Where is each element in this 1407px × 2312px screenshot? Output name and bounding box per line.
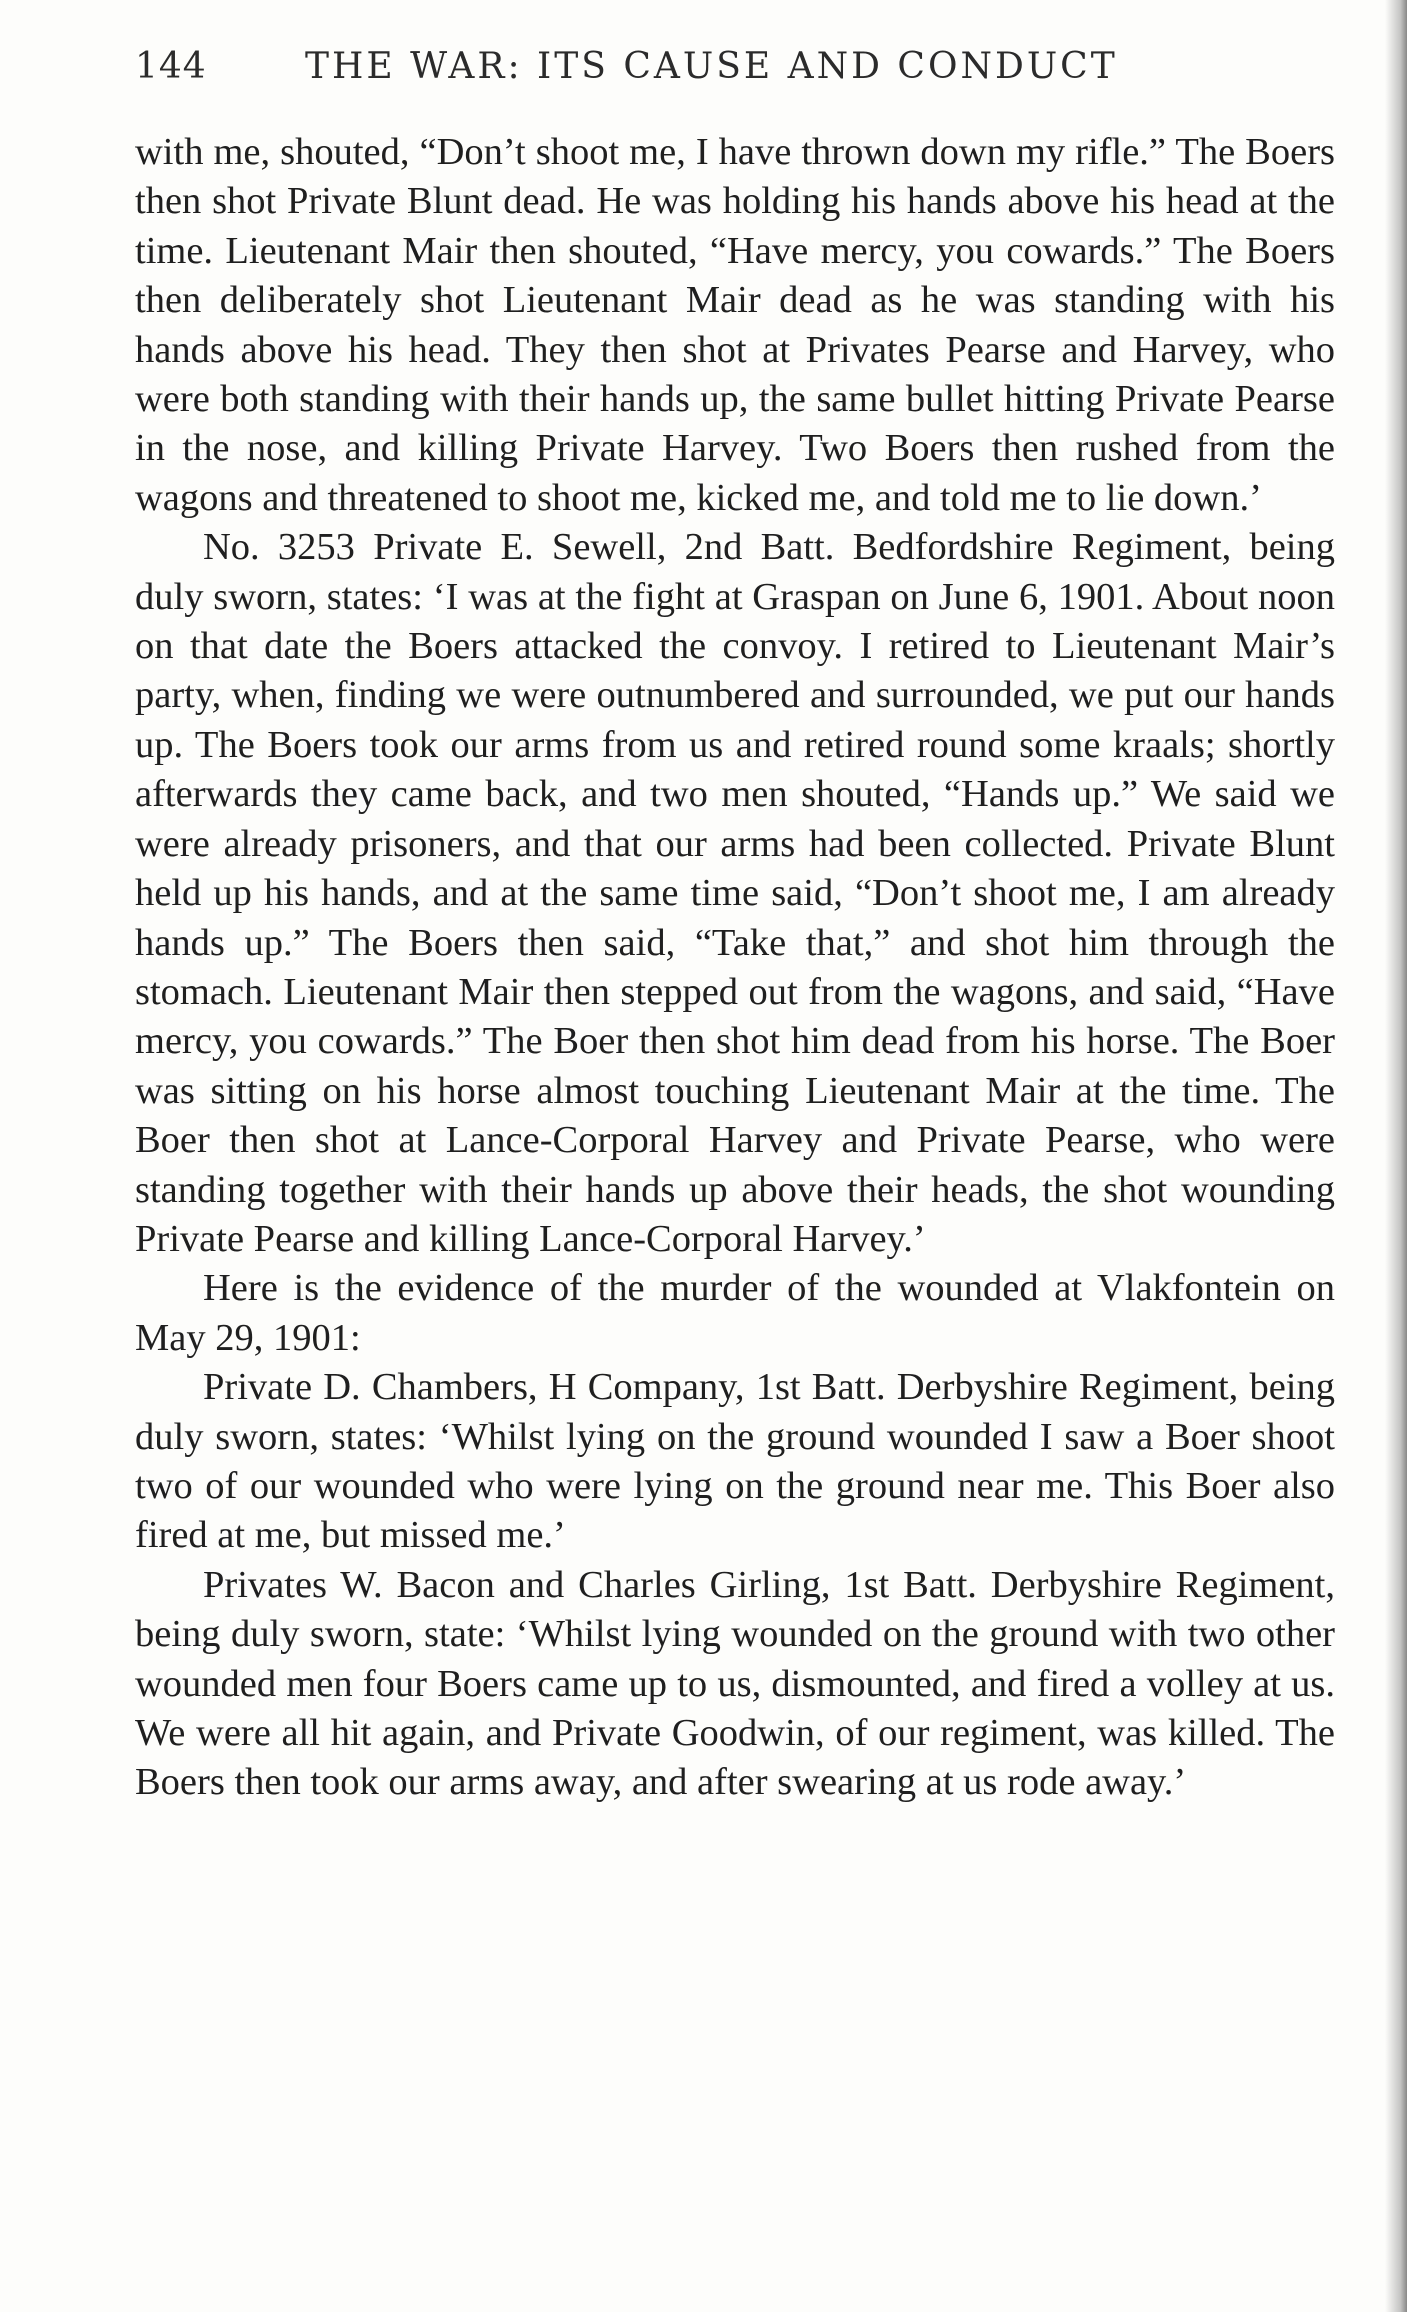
page-edge-shadow (1385, 0, 1407, 2312)
paragraph-bacon-girling-testimony: Privates W. Bacon and Charles Girling, 1st Batt. Derbyshire Regiment, being duly sworn, state: ‘Whilst lying wounded on the ground with two other wounded men four Boers came up to us, dismounted, and fired a volley at us. We were all hit again, and Private Goodwin, of our regiment, was killed. The Boers then took our arms away, and after swearing at us rode away.’ (135, 1563, 1335, 1804)
body-text (135, 128, 1335, 1808)
paragraph-vlakfontein-intro: Here is the evidence of the murder of the wounded at Vlakfontein on May 29, 1901: (135, 1267, 1335, 1359)
running-head: THE WAR: ITS CAUSE AND CONDUCT (305, 46, 1118, 87)
paragraph-sewell-testimony: No. 3253 Private E. Sewell, 2nd Batt. Bedfordshire Regiment, being duly sworn, states: ‘I was at the fight at Graspan on June 6, 1901. About noon on that date the Boers attacked the convoy. I retired to Lieutenant Mair’s party, when, finding we were outnumbered and surrounded, we put our hands up. The Boers took our arms from us and retired round some kraals; shortly afterwards they came back, and two men shouted, “Hands up.” We said we were already prisoners, and that our arms had been collected. Private Blunt held up his hands, and at the same time said, “Don’t shoot me, I am already hands up.” The Boers then said, “Take that,” and shot him through the stomach. Lieutenant Mair then stepped out from the wagons, and said, “Have mercy, you cowards.” The Boer then shot him dead from his horse. The Boer was sitting on his horse almost touching Lieutenant Mair at the time. The Boer then shot at Lance-Corporal Harvey and Private Pearse, who were standing together with their hands up above their heads, the shot wounding Private Pearse and killing Lance-Corporal Harvey.’ (135, 526, 1335, 1260)
paragraph-continuation: with me, shouted, “Don’t shoot me, I have thrown down my rifle.” The Boers then shot Private Blunt dead. He was holding his hands above his head at the time. Lieutenant Mair then shouted, “Have mercy, you cowards.” The Boers then deliberately shot Lieutenant Mair dead as he was standing with his hands above his head. They then shot at Privates Pearse and Harvey, who were both standing with their hands up, the same bullet hitting Private Pearse in the nose, and killing Private Harvey. Two Boers then rushed from the wagons and threatened to shoot me, kicked me, and told me to lie down.’ (135, 131, 1335, 519)
paragraph-chambers-testimony: Private D. Chambers, H Company, 1st Batt. Derbyshire Regiment, being duly sworn, states: ‘Whilst lying on the ground wounded I saw a Boer shoot two of our wounded who were lying on the ground near me. This Boer also fired at me, but missed me.’ (135, 1366, 1335, 1557)
page-header (135, 38, 1335, 102)
page-number: 144 (135, 46, 207, 87)
